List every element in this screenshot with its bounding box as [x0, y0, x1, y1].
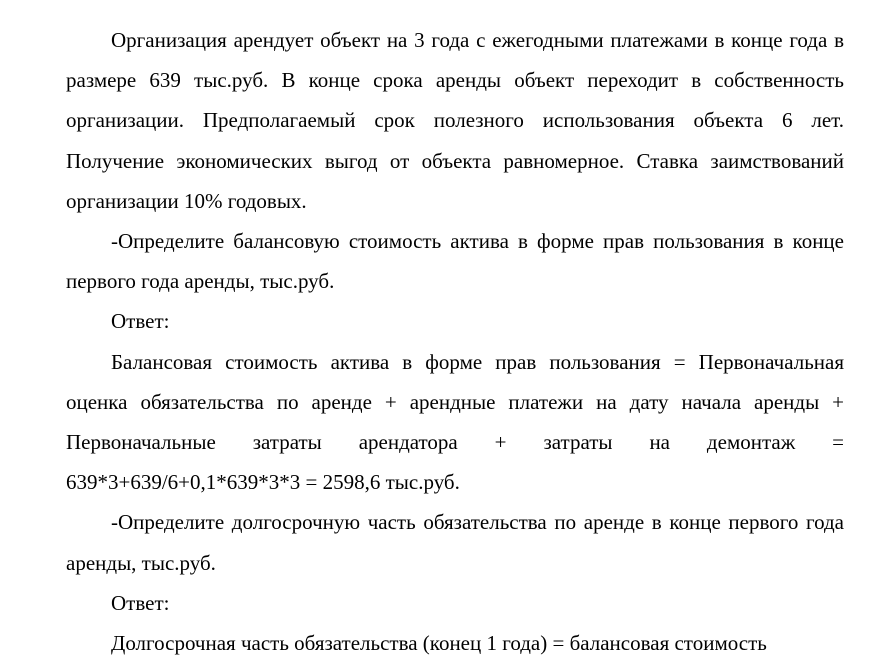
answer-1-label: Ответ: — [111, 309, 170, 334]
document-page — [66, 20, 844, 663]
answer-1-paragraph: Балансовая стоимость актива в форме прав пользования = Первоначальная оценка обязательства по аренде + арендные платежи на дату начала аренды + Первоначальные затраты арендатора + затраты на демонтаж = 639*3+639/6+0,1*639*3*3 = 2598,6 тыс.руб. — [66, 349, 844, 495]
answer-2-label: Ответ: — [111, 590, 170, 615]
question-2-paragraph: -Определите долгосрочную часть обязательства по аренде в конце первого года аренды, тыс.руб. — [66, 510, 844, 575]
answer-2-paragraph: Долгосрочная часть обязательства (конец 1 года) = балансовая стоимость — [111, 631, 767, 656]
question-1-paragraph: -Определите балансовую стоимость актива в форме прав пользования в конце первого года аренды, тыс.руб. — [66, 229, 844, 294]
problem-statement-paragraph: Организация арендует объект на 3 года с ежегодными платежами в конце года в размере 639 тыс.руб. В конце срока аренды объект переходит в собственность организации. Предполагаемый срок полезного использования объекта 6 лет. Получение экономических выгод от объекта равномерное. Ставка заимствований организации 10% годовых. — [66, 28, 844, 213]
